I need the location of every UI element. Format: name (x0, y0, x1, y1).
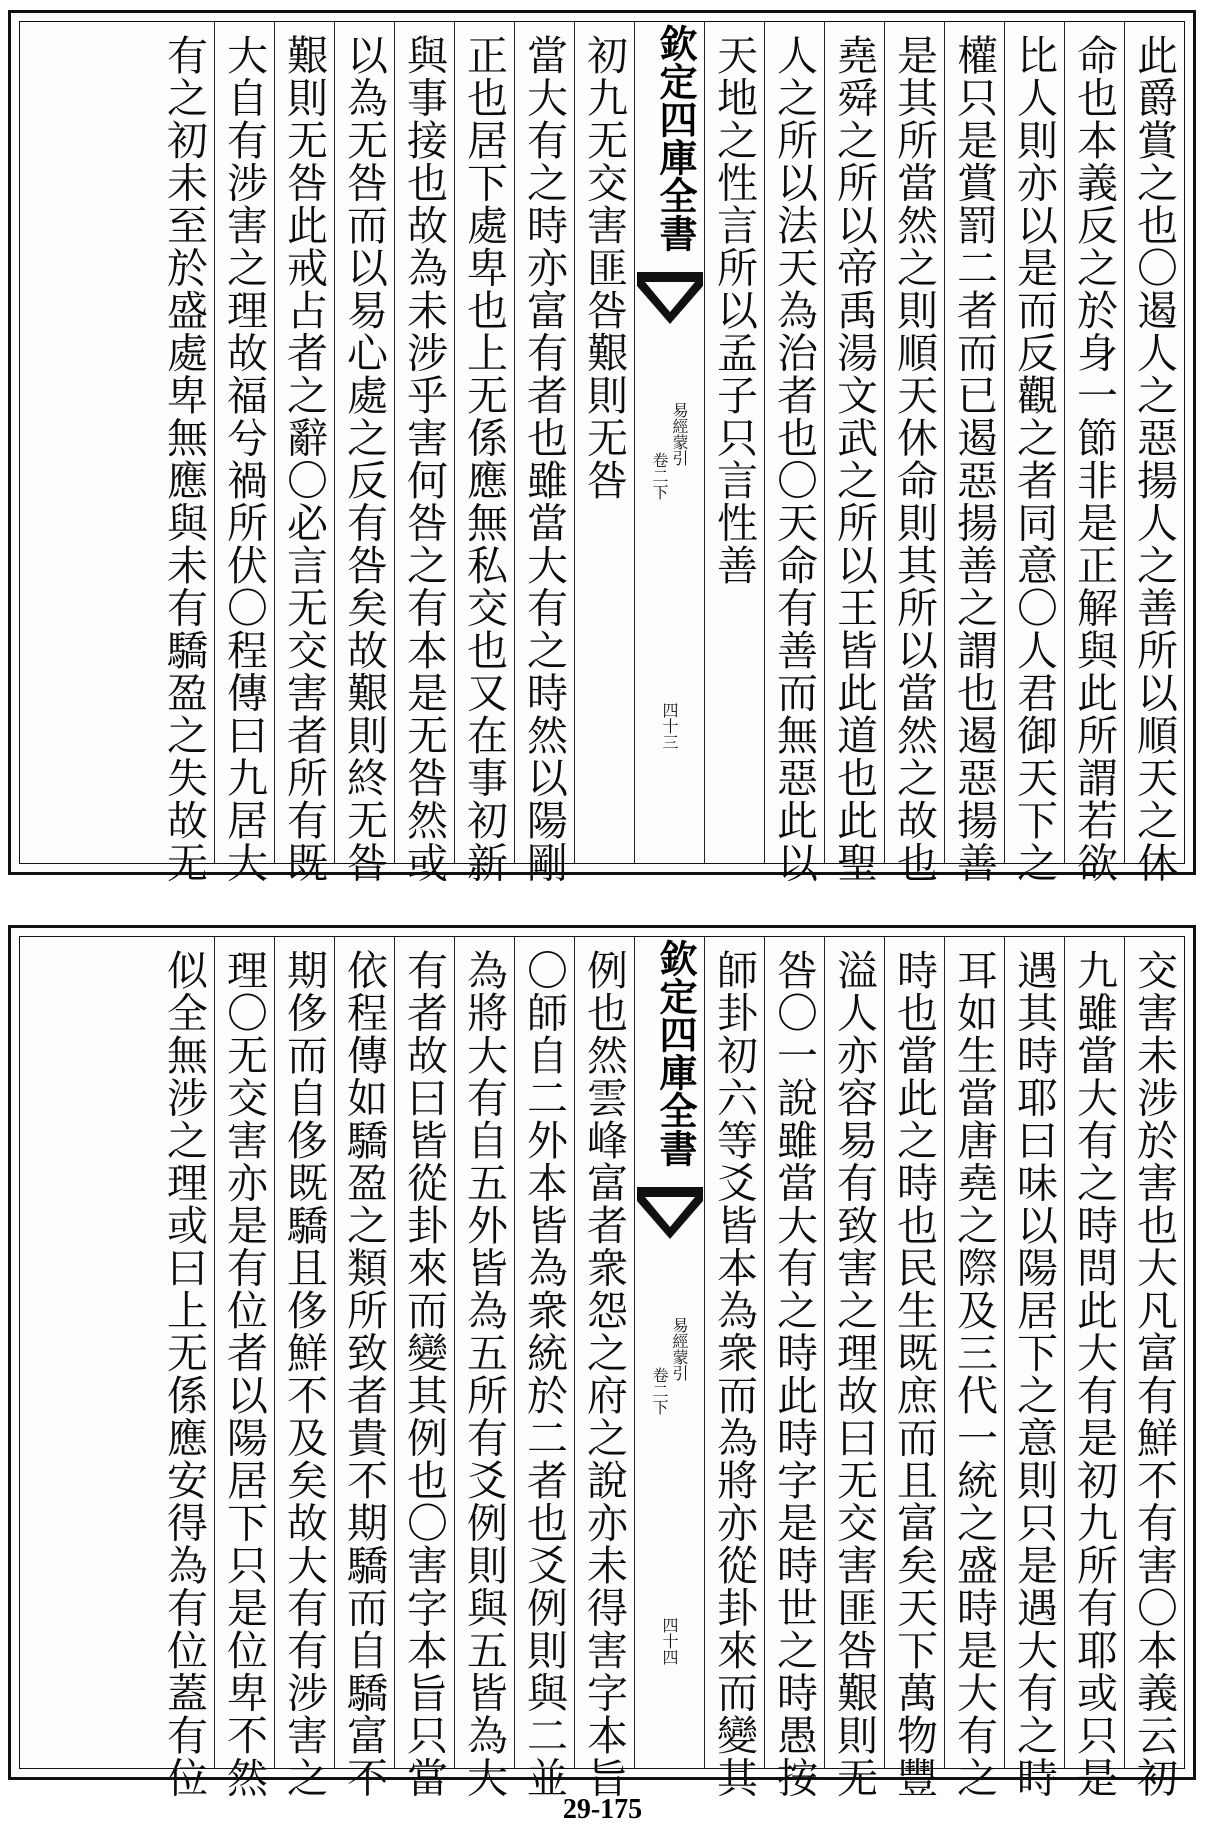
text-column: 師卦初六等爻皆本為衆而為將亦從卦來而變其 (704, 937, 764, 1768)
text-column: 以為无咎而以易心處之反有咎矣故艱則終无咎 (334, 22, 394, 863)
text-column: 與事接也故為未涉乎害何咎之有本是无咎然或 (394, 22, 454, 863)
text-column: 九雖當大有之時問此大有是初九所有耶或只是 (1064, 937, 1124, 1768)
volume-label: 卷二下 (650, 452, 669, 500)
text-column: 例也然雲峰富者衆怨之府之說亦未得害字本旨 (574, 937, 634, 1768)
text-column: 似全無涉之理或曰上无係應安得為有位蓋有位 (160, 949, 208, 1799)
text-column: 大自有涉害之理故福兮禍所伏〇程傳曰九居大 (214, 22, 274, 863)
book-name: 易經蒙引 (670, 1317, 689, 1381)
text-column: 為將大有自五外皆為五所有爻例則與五皆為大 (454, 937, 514, 1768)
text-column: 命也本義反之於身一節非是正解與此所謂若欲 (1064, 22, 1124, 863)
text-column: 有之初未至於盛處卑無應與未有驕盈之失故无 (160, 34, 208, 884)
fish-tail-mark (635, 1187, 705, 1247)
text-column: 當大有之時亦富有者也雖當大有之時然以陽剛 (514, 22, 574, 863)
text-column: 溢人亦容易有致害之理故曰无交害匪咎艱則无 (824, 937, 884, 1768)
text-column: 〇師自二外本皆為衆統於二者也爻例則與二並 (514, 937, 574, 1768)
folio-number: 四十四 (660, 1617, 679, 1665)
center-fold (634, 22, 704, 863)
top-page-frame (19, 21, 1185, 884)
text-column: 遇其時耶曰味以陽居下之意則只是遇大有之時 (1004, 937, 1064, 1768)
text-column: 理〇无交害亦是有位者以陽居下只是位卑不然 (214, 937, 274, 1768)
text-column: 權只是賞罰二者而已遏惡揚善之謂也遏惡揚善 (944, 22, 1004, 863)
fish-tail-mark (635, 272, 705, 332)
text-column: 有者故曰皆從卦來而變其例也〇害字本旨只當 (394, 937, 454, 1768)
text-column: 耳如生當唐堯之際及三代一統之盛時是大有之 (944, 937, 1004, 1768)
text-column: 堯舜之所以帝禹湯文武之所以王皆此道也此聖 (824, 22, 884, 863)
book-title: 欽定四庫全書 (653, 24, 698, 252)
volume-label: 卷二下 (650, 1367, 669, 1415)
text-column: 時也當此之時也民生既庶而且富矣天下萬物豐 (884, 937, 944, 1768)
text-column: 依程傳如驕盈之類所致者貴不期驕而自驕富不 (334, 937, 394, 1768)
text-column: 天地之性言所以孟子只言性善 (704, 22, 764, 863)
book-title: 欽定四庫全書 (653, 939, 698, 1167)
text-column: 初九无交害匪咎艱則无咎 (574, 22, 634, 863)
folio-number: 四十三 (660, 702, 679, 750)
text-column: 比人則亦以是而反觀之者同意〇人君御天下之 (1004, 22, 1064, 863)
text-column: 艱則无咎此戒占者之辭〇必言无交害者所有既 (274, 22, 334, 863)
text-column: 是其所當然之則順天休命則其所以當然之故也 (884, 22, 944, 863)
text-column: 正也居下處卑也上无係應無私交也又在事初新 (454, 22, 514, 863)
book-name: 易經蒙引 (670, 402, 689, 466)
text-column: 此爵賞之也〇遏人之惡揚人之善所以順天之休 (1124, 22, 1184, 863)
text-column: 交害未涉於害也大凡富有鮮不有害〇本義云初 (1124, 937, 1184, 1768)
bottom-page-frame (19, 936, 1185, 1799)
bottom-page-panel (8, 925, 1196, 1799)
center-fold (634, 937, 704, 1768)
text-column: 期侈而自侈既驕且侈鮮不及矣故大有有涉害之 (274, 937, 334, 1768)
text-column: 咎〇一說雖當大有之時此時字是時世之時愚按 (764, 937, 824, 1768)
page-number: 29-175 (562, 1794, 643, 1825)
text-column: 人之所以法天為治者也〇天命有善而無惡此以 (764, 22, 824, 863)
top-page-panel (8, 10, 1196, 884)
